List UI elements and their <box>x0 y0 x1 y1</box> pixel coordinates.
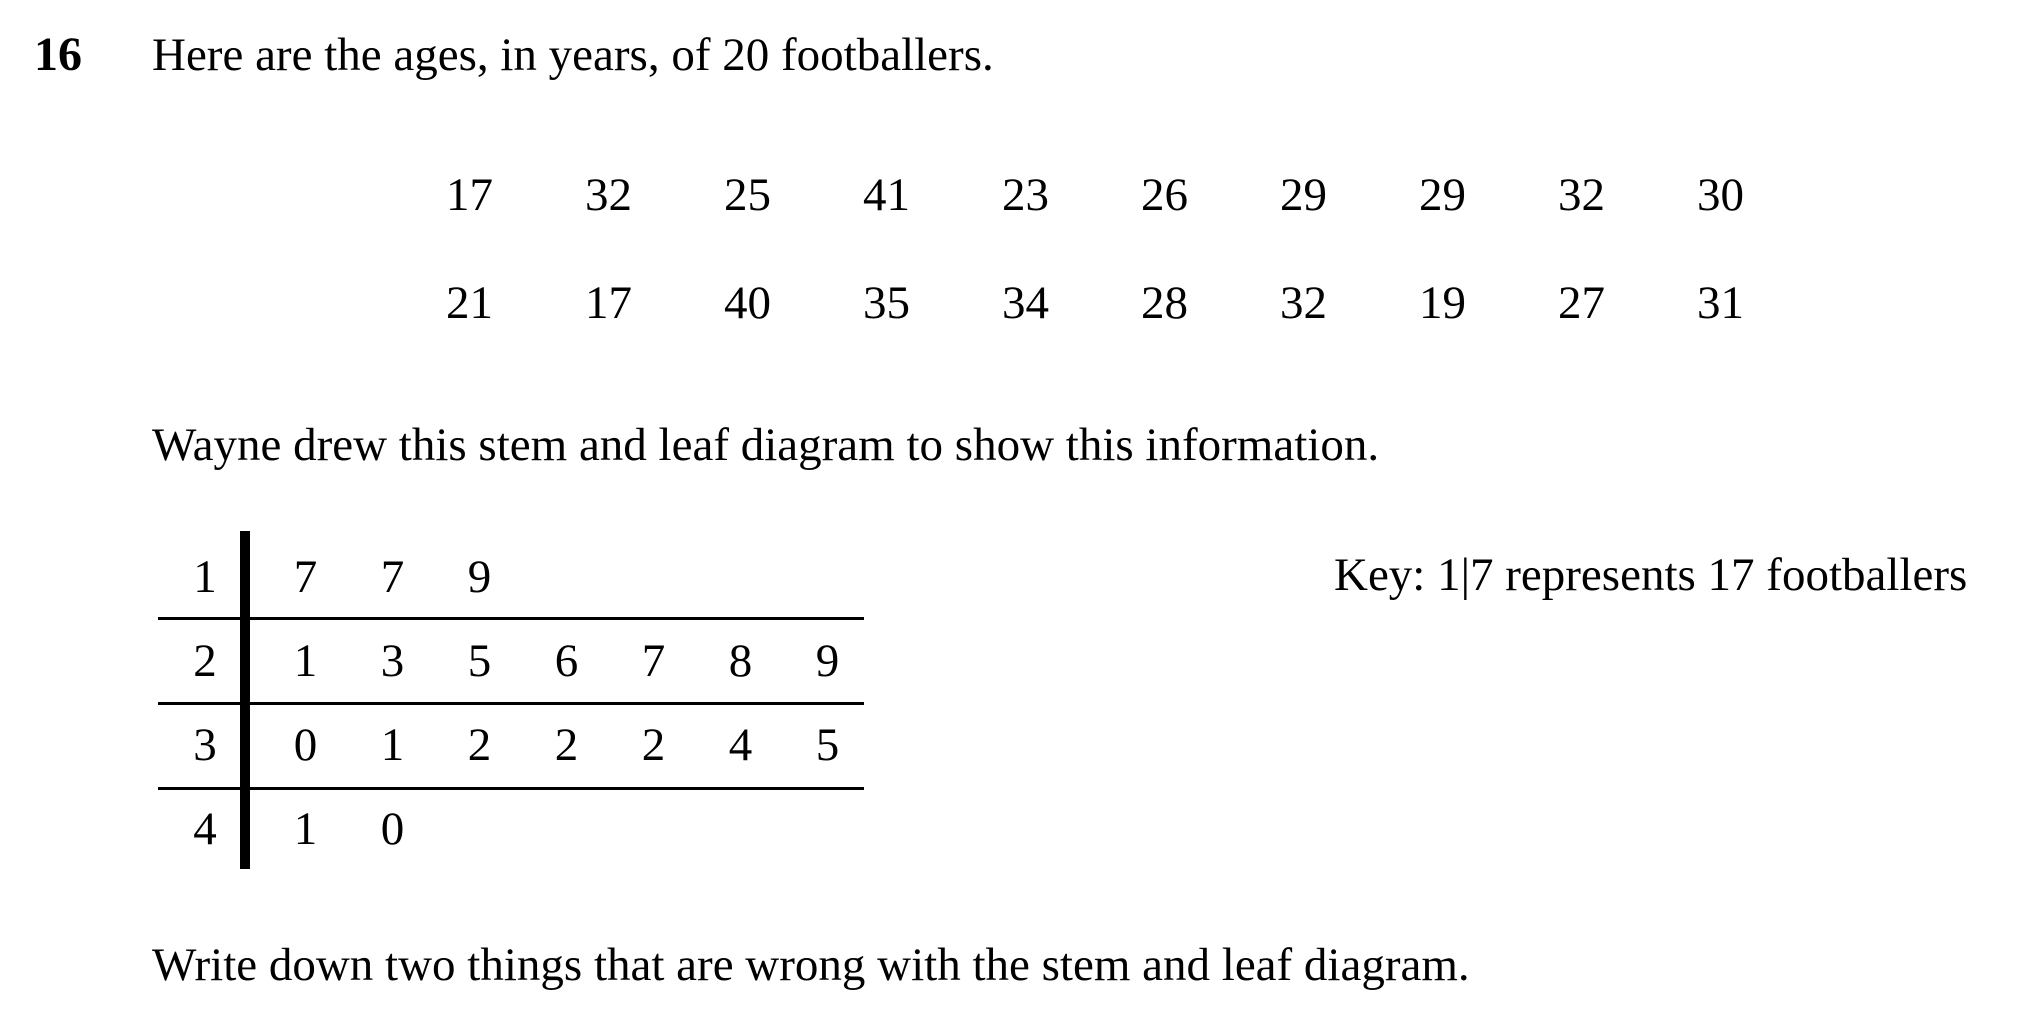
leaf-value: 5 <box>815 719 840 771</box>
question-instruction: Write down two things that are wrong with the stem and leaf diagram. <box>152 939 1470 991</box>
stem-leaf-row <box>158 703 864 787</box>
leaf-value: 0 <box>293 719 318 771</box>
leaf-value: 2 <box>554 719 579 771</box>
leaf-value: 9 <box>467 551 492 603</box>
age-value: 29 <box>1419 169 1466 221</box>
leaf-value: 6 <box>554 635 579 687</box>
stem-leaf-divider <box>240 531 250 869</box>
leaves <box>262 619 871 703</box>
leaf-value: 0 <box>380 803 405 855</box>
leaf-value: 8 <box>728 635 753 687</box>
leaf-value: 4 <box>728 719 753 771</box>
age-value: 40 <box>724 277 771 329</box>
leaf-value: 1 <box>293 635 318 687</box>
stem-value: 1 <box>193 551 217 603</box>
stem-and-leaf-diagram <box>158 535 864 871</box>
ages-row <box>400 264 1790 342</box>
leaf-value: 1 <box>380 719 405 771</box>
leaf-value: 7 <box>641 635 666 687</box>
age-value: 34 <box>1002 277 1049 329</box>
age-value: 23 <box>1002 169 1049 221</box>
question-number: 16 <box>34 28 82 81</box>
age-value: 17 <box>585 277 632 329</box>
stem-leaf-row <box>158 535 864 619</box>
stem-leaf-row <box>158 619 864 703</box>
leaf-value: 7 <box>293 551 318 603</box>
leaves <box>262 535 523 619</box>
age-value: 32 <box>1280 277 1327 329</box>
leaf-value: 3 <box>380 635 405 687</box>
age-value: 31 <box>1697 277 1744 329</box>
diagram-intro-text: Wayne drew this stem and leaf diagram to show this information. <box>152 419 1380 471</box>
stem-value: 3 <box>193 719 217 771</box>
age-value: 29 <box>1280 169 1327 221</box>
stem-value: 4 <box>193 803 217 855</box>
age-value: 17 <box>446 169 493 221</box>
age-value: 30 <box>1697 169 1744 221</box>
leaves <box>262 703 871 787</box>
leaf-value: 2 <box>641 719 666 771</box>
ages-list <box>400 156 1790 372</box>
age-value: 21 <box>446 277 493 329</box>
question-intro: Here are the ages, in years, of 20 footballers. <box>152 29 994 81</box>
leaf-value: 9 <box>815 635 840 687</box>
age-value: 27 <box>1558 277 1605 329</box>
age-value: 32 <box>1558 169 1605 221</box>
age-value: 28 <box>1141 277 1188 329</box>
leaf-value: 2 <box>467 719 492 771</box>
ages-row <box>400 156 1790 234</box>
leaf-value: 5 <box>467 635 492 687</box>
diagram-key: Key: 1|7 represents 17 footballers <box>1334 549 1968 601</box>
age-value: 26 <box>1141 169 1188 221</box>
leaves <box>262 787 436 871</box>
age-value: 19 <box>1419 277 1466 329</box>
leaf-value: 1 <box>293 803 318 855</box>
stem-leaf-row <box>158 787 864 871</box>
stem-value: 2 <box>193 635 217 687</box>
age-value: 41 <box>863 169 910 221</box>
leaf-value: 7 <box>380 551 405 603</box>
age-value: 25 <box>724 169 771 221</box>
age-value: 32 <box>585 169 632 221</box>
age-value: 35 <box>863 277 910 329</box>
